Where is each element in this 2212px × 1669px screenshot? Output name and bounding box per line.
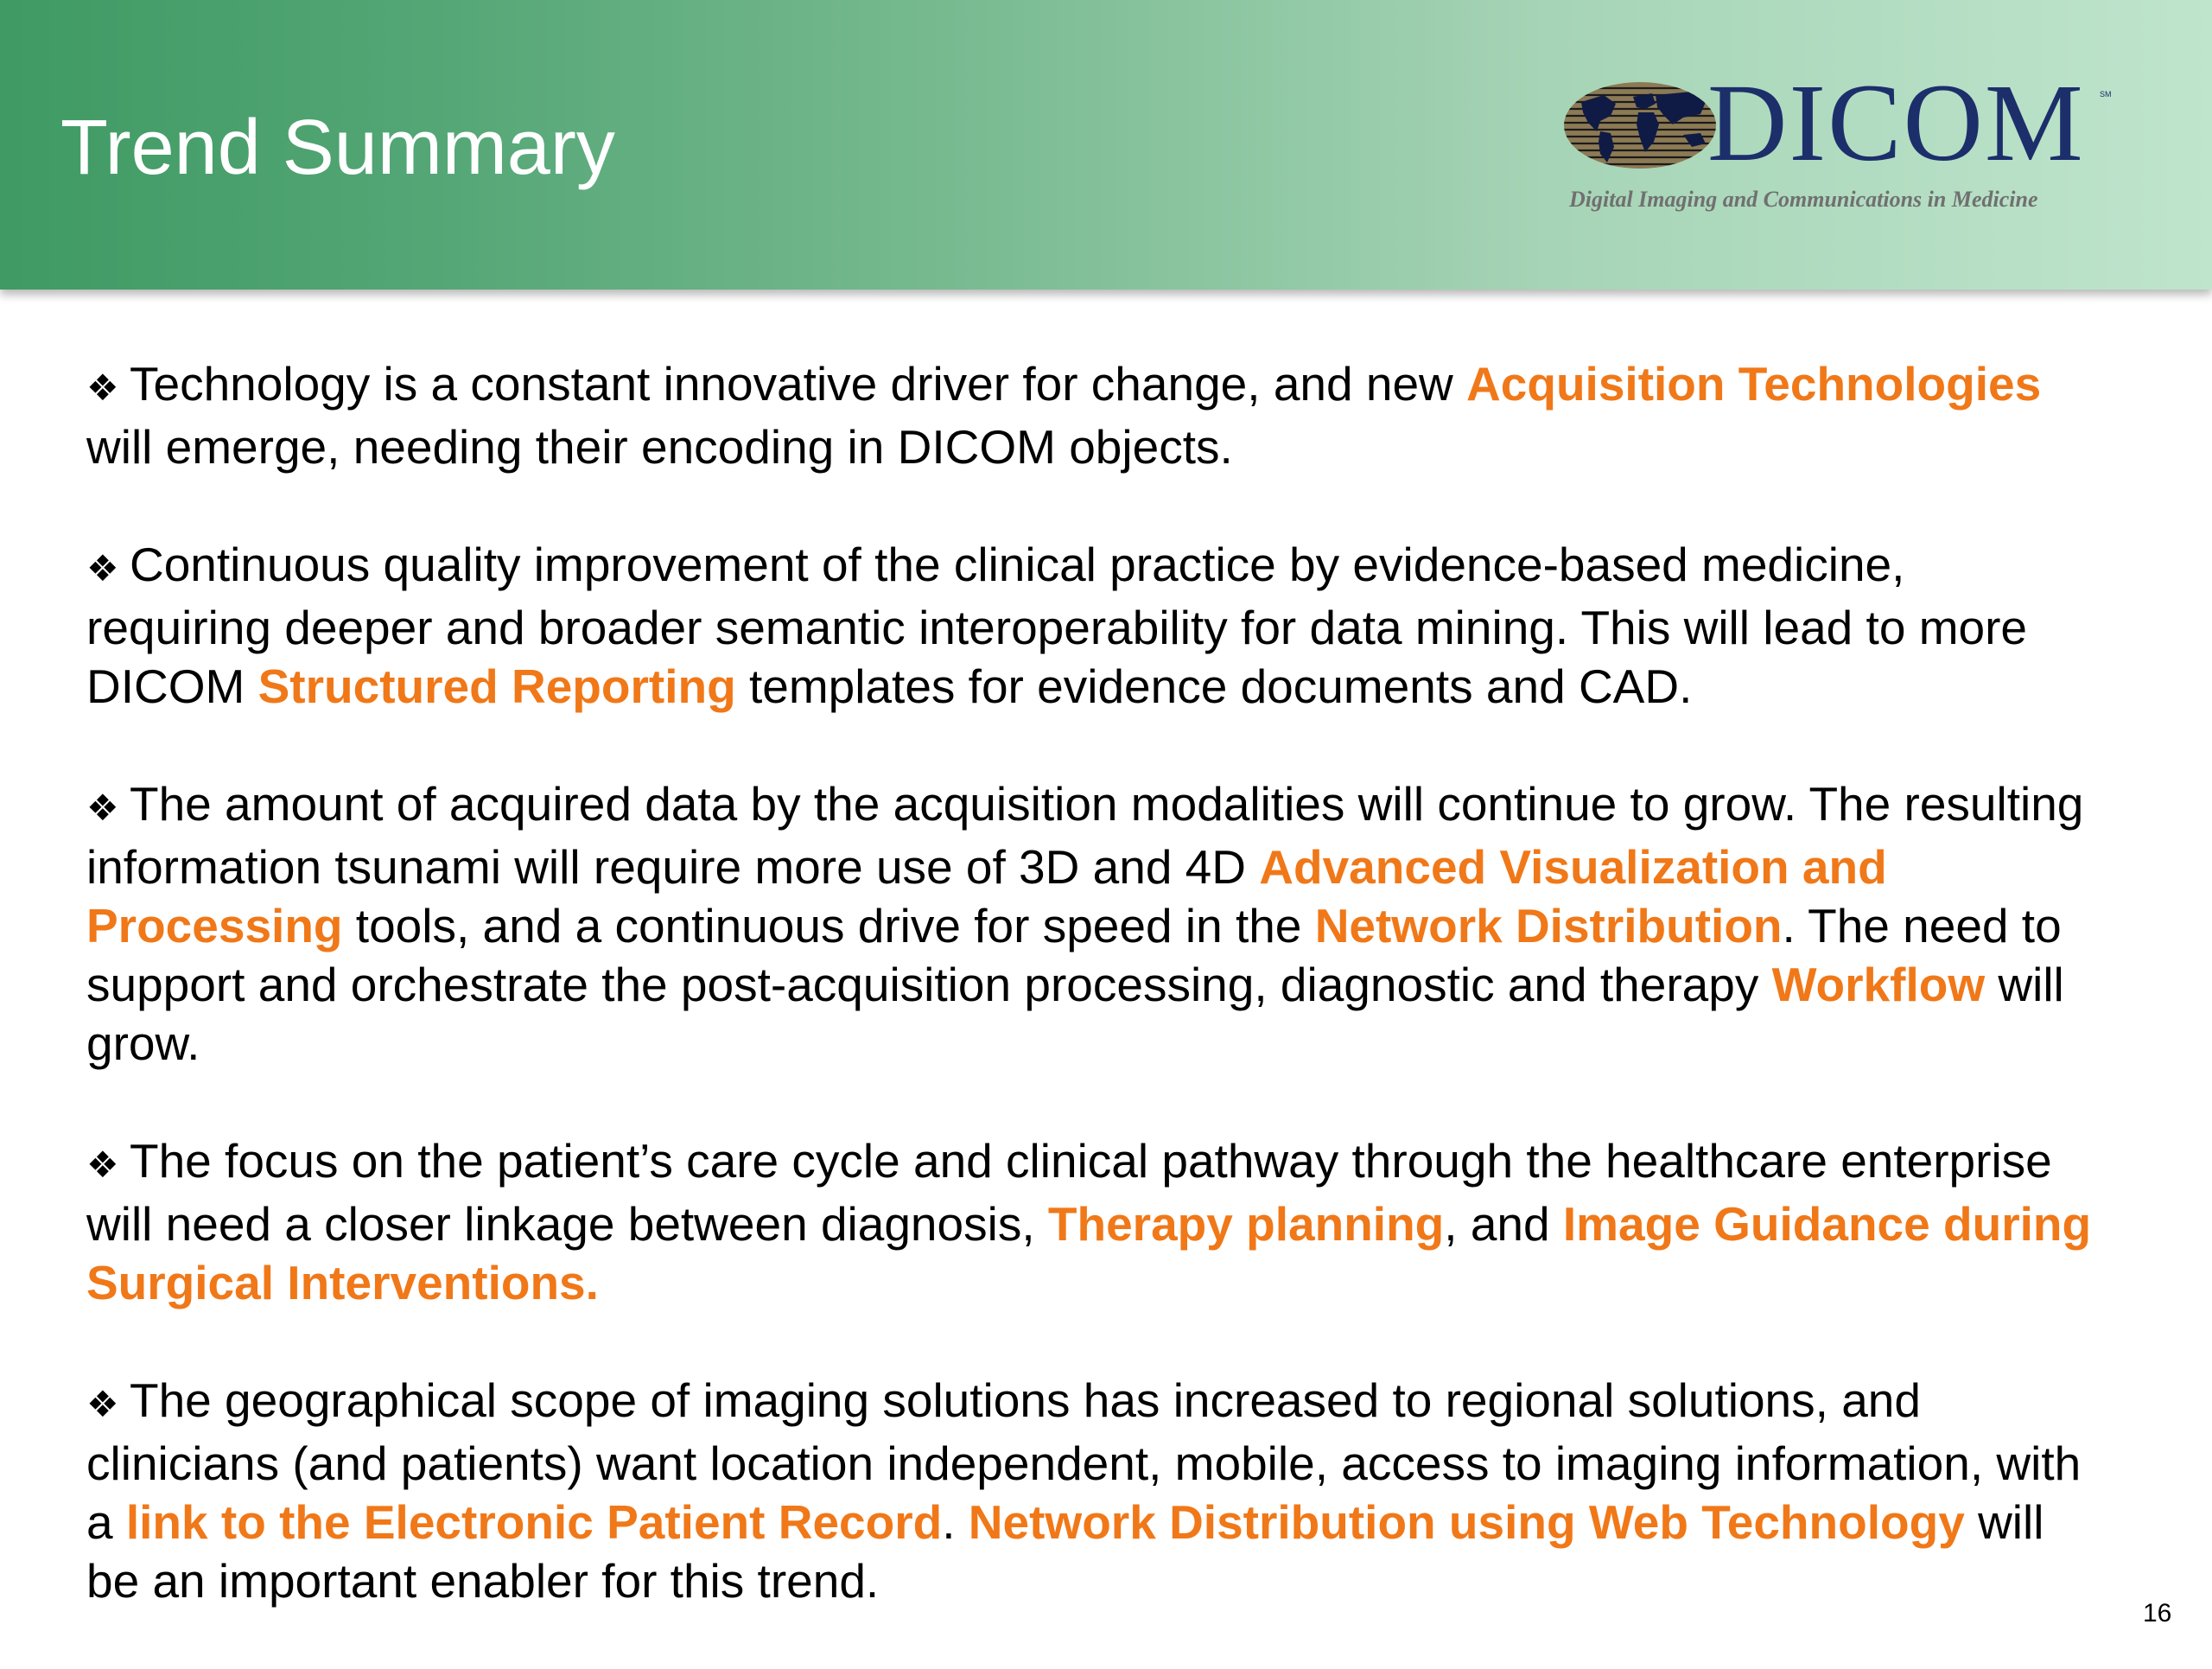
highlighted-term: Acquisition Technologies <box>1466 357 2042 411</box>
logo-tagline: Digital Imaging and Communications in Medicine <box>1569 187 2038 212</box>
paragraph-text: will emerge, needing their encoding in DICOM objects. <box>86 420 1233 474</box>
highlighted-term: link to the Electronic Patient Record <box>125 1495 943 1549</box>
paragraph-text: tools, and a continuous drive for speed in the <box>342 899 1315 952</box>
bullet-paragraph <box>86 1131 2100 1312</box>
highlighted-term: Image Guidance during Surgical Interventions. <box>86 1197 2092 1309</box>
bullet-paragraph <box>86 535 2100 716</box>
paragraph-text: The geographical scope of imaging solutions has increased to regional solutions, and clinicians (and patients) want location independent, mobile, access to imaging information, with a <box>86 1373 2082 1549</box>
paragraph-text: . <box>942 1495 969 1549</box>
diamond-bullet-icon: ❖ <box>86 1383 119 1425</box>
highlighted-term: Structured Reporting <box>257 659 736 713</box>
bullet-paragraph <box>86 354 2100 476</box>
slide-title: Trend Summary <box>60 105 615 191</box>
slide-header <box>0 0 2212 290</box>
diamond-bullet-icon: ❖ <box>86 1143 119 1186</box>
paragraph-text: The focus on the patient’s care cycle and clinical pathway through the healthcare enterprise will need a closer linkage between diagnosis, <box>86 1134 2052 1251</box>
highlighted-term: Network Distribution <box>1314 899 1783 952</box>
dicom-logo <box>1562 61 2124 225</box>
paragraph-text: Technology is a constant innovative driver for change, and new <box>130 357 1467 411</box>
paragraph-text: templates for evidence documents and CAD. <box>735 659 1693 713</box>
diamond-bullet-icon: ❖ <box>86 366 119 409</box>
paragraph-text: , and <box>1444 1197 1563 1251</box>
paragraph-text: will grow. <box>86 958 2064 1070</box>
paragraph-text: will be an important enabler for this trend. <box>86 1495 2044 1608</box>
bullet-paragraph <box>86 774 2100 1073</box>
logo-trademark: SM <box>2100 90 2112 99</box>
diamond-bullet-icon: ❖ <box>86 787 119 829</box>
paragraph-text: . The need to support and orchestrate the post-acquisition processing, diagnostic and therapy <box>86 899 2062 1011</box>
highlighted-term: Therapy planning <box>1047 1197 1445 1251</box>
diamond-bullet-icon: ❖ <box>86 547 119 589</box>
highlighted-term: Advanced Visualization and Processing <box>86 840 1887 952</box>
highlighted-term: Network Distribution using Web Technology <box>968 1495 1965 1549</box>
highlighted-term: Workflow <box>1771 958 1986 1011</box>
paragraph-text: The amount of acquired data by the acquisition modalities will continue to grow. The resulting information tsunami will require more use of 3D and 4D <box>86 777 2084 894</box>
page-number: 16 <box>2143 1599 2172 1628</box>
world-map-globe-icon <box>1562 78 1718 173</box>
bullet-list <box>86 354 2100 1669</box>
logo-wordmark: DICOM <box>1707 61 2085 184</box>
bullet-paragraph <box>86 1371 2100 1610</box>
paragraph-text: Continuous quality improvement of the clinical practice by evidence-based medicine, requiring deeper and broader semantic interoperability for data mining. This will lead to more DICOM <box>86 538 2028 713</box>
